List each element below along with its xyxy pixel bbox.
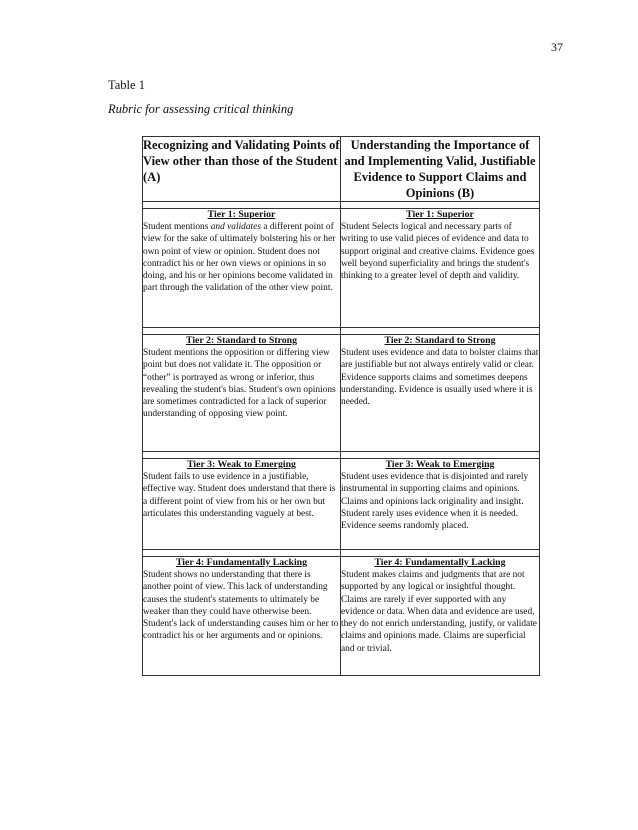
tier-2-cell-b [341,335,540,452]
table-caption: Rubric for assessing critical thinking [108,102,294,116]
text-segment: Student mentions [143,222,211,232]
tier-description: Student uses evidence that is disjointed and rarely instrumental in supporting claims and opinions. Claims and opinions lack originality and insight. Student rarely uses evidence when it is needed. Evidence seems randomly placed. [341,472,529,532]
tier-description: Student fails to use evidence in a justifiable, effective way. Student does understand that there is a different point of view from his or her own but articulates this understanding vaguely at best. [143,472,336,519]
emphasized-text: and validates [210,222,261,232]
tier-title: Tier 2: Standard to Strong [185,335,298,346]
tier-title: Tier 2: Standard to Strong [384,335,496,346]
tier-4-cell-b [341,557,540,676]
tier-title: Tier 4: Fundamentally Lacking [175,557,308,568]
tier-row [143,335,540,452]
row-gap [143,452,540,459]
tier-row [143,459,540,550]
row-gap [143,550,540,557]
header-a: Recognizing and Validating Points of View other than those of the Student (A) [143,137,341,202]
tier-description: Student mentions the opposition or differing view point but does not validate it. The opposition or “other” is portrayed as wrong or inferior, thus revealing the student's bias. Student's own opinions are sometimes contradicted for a lack of superior understanding of opposing view point. [143,348,336,420]
tier-title: Tier 3: Weak to Emerging [187,459,296,470]
tier-row [143,209,540,328]
tier-title: Tier 1: Superior [207,209,276,220]
tier-description [143,221,340,295]
page-number: 37 [551,40,563,54]
rubric-table [142,136,540,676]
tier-title: Tier 1: Superior [406,209,474,220]
tier-description: Student uses evidence and data to bolster claims that are justifiable but not always entirely valid or clear. Evidence supports claims and sometimes deepens understanding. Evidence is usually used where it is needed. [341,348,539,408]
row-gap [143,328,540,335]
tier-1-cell-a [143,209,341,328]
tier-description: Student makes claims and judgments that are not supported by any logical or insightful thought. Claims are rarely if ever supported with any evidence or data. When data and evidence are used, they do not enrich understanding, justify, or validate claims and opinions made. Claims are superficial and or trivial. [341,570,537,654]
header-row [143,137,540,202]
tier-3-cell-a [143,459,341,550]
tier-3-cell-b [341,459,540,550]
tier-2-cell-a [143,335,341,452]
tier-title: Tier 4: Fundamentally Lacking [374,557,506,568]
tier-4-cell-a [143,557,341,676]
tier-title: Tier 3: Weak to Emerging [385,459,495,470]
tier-1-cell-b [341,209,540,328]
row-gap [143,202,540,209]
tier-description: Student shows no understanding that there is another point of view. This lack of understanding causes the student's statements to ultimately be weaker than they could have otherwise been. Student's lack of understanding causes him or her to contradict his or her arguments and or opinions. [143,570,339,642]
table-label: Table 1 [108,78,145,92]
header-b: Understanding the Importance of and Implementing Valid, Justifiable Evidence to Support Claims and Opinions (B) [341,137,540,202]
text-segment: a different point of view for the sake of ultimately bolstering his or her own point of view or opinion. Student does not contradict his or her own views or opinions in so doing, and his or her opinions become validated in part through the validation of the other view point. [143,222,336,294]
tier-row [143,557,540,676]
tier-description: Student Selects logical and necessary parts of writing to use valid pieces of evidence and data to support original and creative claims. Evidence goes well beyond superficiality and brings the student's thinking to a greater level of depth and validity. [341,222,535,282]
